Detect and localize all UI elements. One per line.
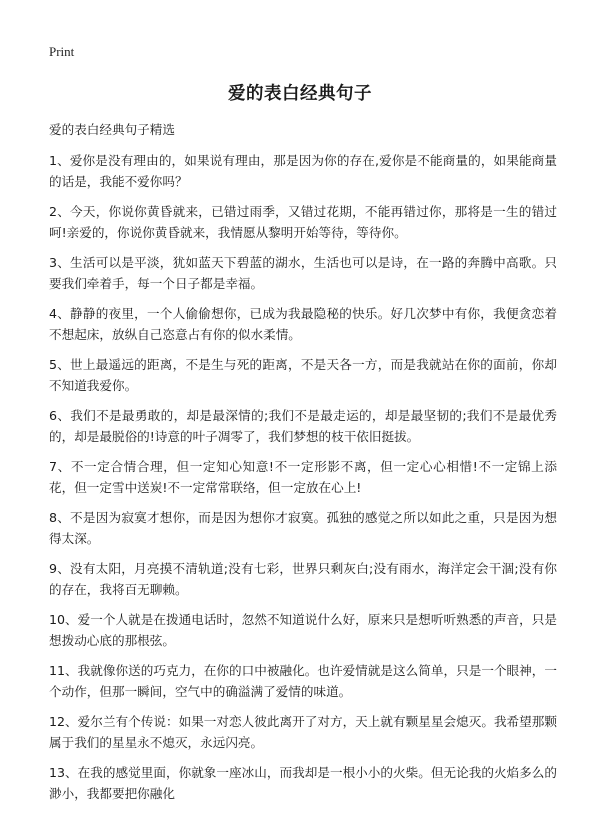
list-item: 7、不一定合情合理，但一定知心知意!不一定形影不离，但一定心心相惜!不一定锦上添花，但一定雪中送炭!不一定常常联络，但一定放在心上!	[49, 459, 557, 495]
list-item: 5、世上最遥远的距离，不是生与死的距离，不是天各一方，而是我就站在你的面前，你却不知道我爱你。	[49, 357, 557, 393]
sentence-list	[49, 150, 557, 813]
list-item: 10、爱一个人就是在拨通电话时，忽然不知道说什么好，原来只是想听听熟悉的声音，只是想拨动心底的那根弦。	[49, 612, 557, 648]
print-link[interactable]: Print	[49, 44, 75, 59]
section-subtitle: 爱的表白经典句子精选	[49, 122, 175, 137]
list-item: 6、我们不是最勇敢的，却是最深情的;我们不是最走运的，却是最坚韧的;我们不是最优秀的，却是最脱俗的!诗意的叶子凋零了，我们梦想的枝干依旧挺拔。	[49, 408, 557, 444]
list-item: 4、静静的夜里，一个人偷偷想你，已成为我最隐秘的快乐。好几次梦中有你，我便贪恋着不想起床，放纵自己恣意占有你的似水柔情。	[49, 306, 557, 342]
list-item: 2、今天，你说你黄昏就来，已错过雨季，又错过花期，不能再错过你，那将是一生的错过呵!亲爱的，你说你黄昏就来，我情愿从黎明开始等待，等待你。	[49, 204, 557, 240]
list-item: 3、生活可以是平淡，犹如蓝天下碧蓝的湖水，生活也可以是诗，在一路的奔腾中高歌。只要我们牵着手，每一个日子都是幸福。	[49, 255, 557, 291]
list-item: 13、在我的感觉里面，你就象一座冰山，而我却是一根小小的火柴。但无论我的火焰多么的渺小，我都要把你融化	[49, 765, 557, 801]
list-item: 1、爱你是没有理由的，如果说有理由，那是因为你的存在,爱你是不能商量的，如果能商量的话是，我能不爱你吗？	[49, 153, 557, 189]
page-title: 爱的表白经典句子	[228, 84, 372, 104]
list-item: 9、没有太阳，月亮摸不清轨道;没有七彩，世界只剩灰白;没有雨水，海洋定会干涸;没有你的存在，我将百无聊赖。	[49, 561, 557, 597]
list-item: 12、爱尔兰有个传说：如果一对恋人彼此离开了对方，天上就有颗星星会熄灭。我希望那颗属于我们的星星永不熄灭，永远闪亮。	[49, 714, 557, 750]
list-item: 8、不是因为寂寞才想你，而是因为想你才寂寞。孤独的感觉之所以如此之重，只是因为想得太深。	[49, 510, 557, 546]
list-item: 11、我就像你送的巧克力，在你的口中被融化。也许爱情就是这么简单，只是一个眼神，一个动作，但那一瞬间，空气中的确溢满了爱情的味道。	[49, 663, 557, 699]
